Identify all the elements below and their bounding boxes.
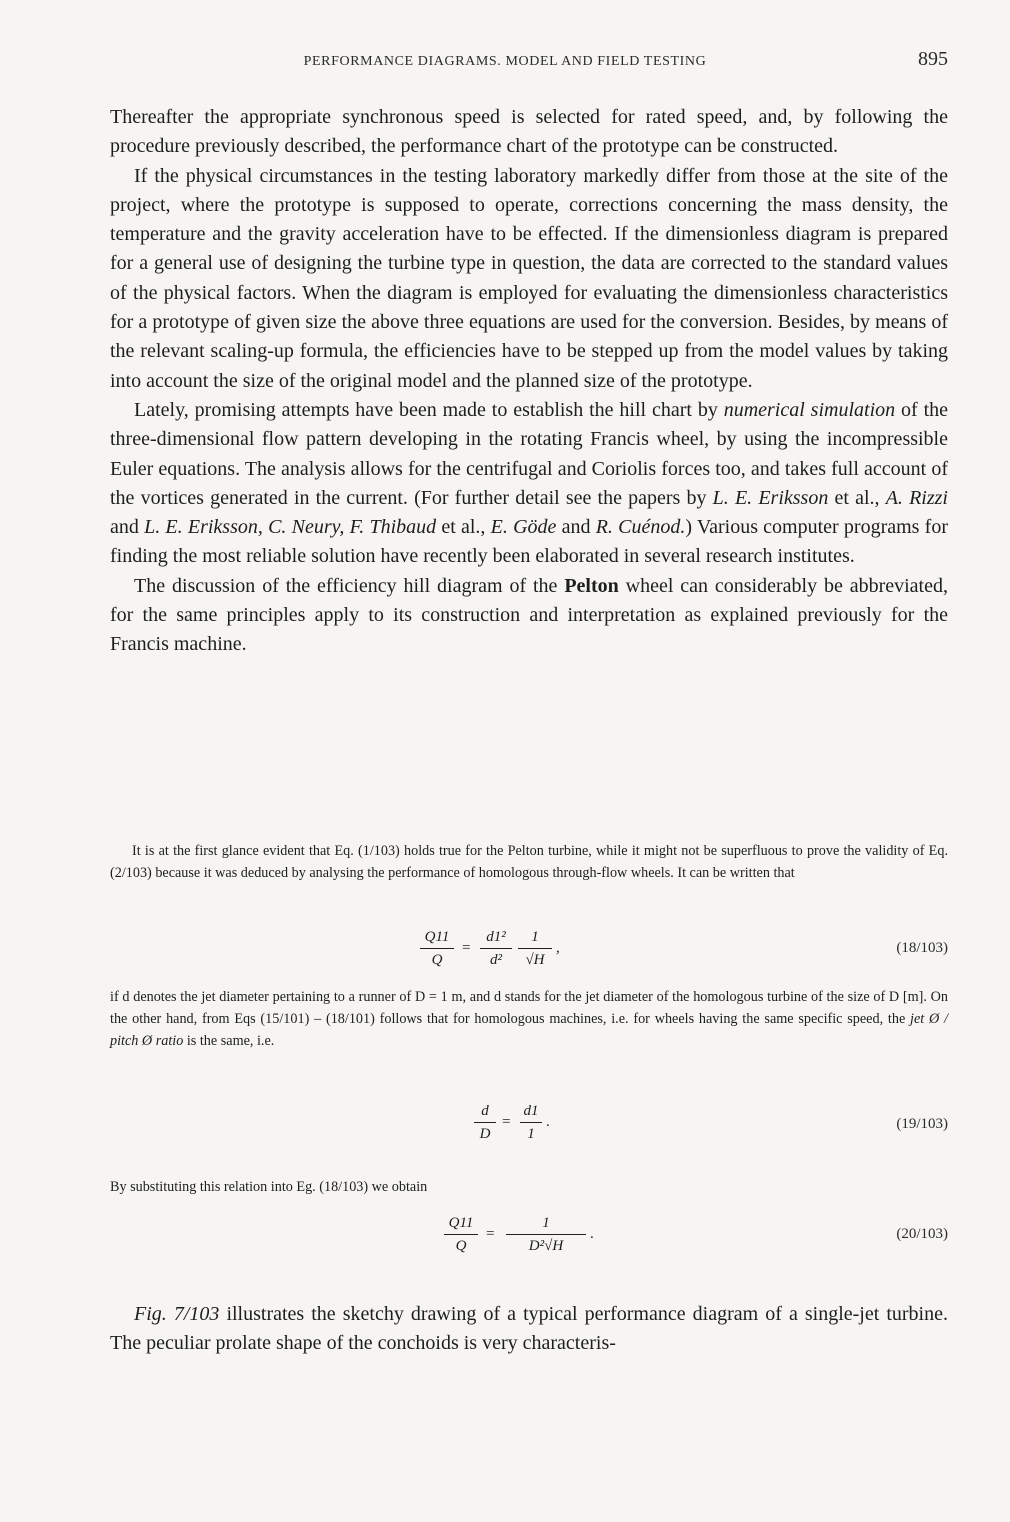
page-number: 895	[918, 48, 948, 70]
eq19-rhs	[520, 1102, 542, 1143]
p3-text-e: et al.,	[436, 516, 491, 539]
small-text-2	[110, 986, 948, 1052]
paragraph-2: If the physical circumstances in the testing laboratory markedly differ from those at the site of the project, where the prototype is supposed to operate, corrections concerning the mass density, the temperature and the gravity acceleration have to be effected. If the dimensionless diagram is prepared for a general use of designing the turbine type in question, the data are corrected to the standard values of the physical factors. When the diagram is employed for evaluating the dimensionless characteristics for a prototype of given size the above three equations are used for the conversion. Besides, by means of the relevant scaling-up formula, the efficiencies have to be stepped up from the model values by taking into account the size of the original model and the planned size of the prototype.	[110, 164, 948, 392]
small-paragraph-1: It is at the first glance evident that Eq. (1/103) holds true for the Pelton turbine, while it might not be superfluous to prove the validity of Eq. (2/103) because it was deduced by analysing the performance of homologous through-flow wheels. It can be written that	[110, 843, 948, 881]
closing-text-body: illustrates the sketchy drawing of a typical performance diagram of a single-jet turbine. The peculiar prolate shape of the conchoids is very characteris-	[110, 1303, 948, 1355]
eq20-rhs	[506, 1214, 586, 1255]
eq19-lhs-den: D	[479, 1126, 491, 1142]
p3-author-5: R. Cuénod.	[595, 516, 686, 539]
p3-author-2: A. Rizzi	[885, 486, 948, 509]
eq18-rhs2-den: √H	[525, 952, 545, 968]
eq20-label: (20/103)	[896, 1226, 948, 1242]
s2-text-c: is the same, i.e.	[183, 1033, 275, 1049]
eq19-label: (19/103)	[896, 1116, 948, 1132]
paragraph-4	[110, 572, 948, 660]
eq18-rhs2	[518, 928, 552, 969]
eq20-lhs-num: Q11	[448, 1215, 474, 1231]
p4-text-a: The discussion of the efficiency hill diagram of the	[134, 574, 565, 597]
equation-19: d D = d1 1 . (19/103)	[110, 1096, 948, 1156]
equation-18: Q11 Q = d1² d² 1 √H , (18/103)	[110, 920, 948, 980]
eq19-rhs-den: 1	[527, 1126, 535, 1142]
p3-text-g: ) Various computer programs for finding the most reliable solution have recently been elaborated in several research institutes.	[110, 516, 948, 568]
p3-text-b: of the three-dimensional flow pattern developing in the rotating Francis wheel, by using the incompressible Euler equations. The analysis allows for the centrifugal and Coriolis forces too, and takes full account of the vortices generated in the current. (For further detail see the papers by	[110, 398, 949, 509]
p3-author-1: L. E. Eriksson	[712, 486, 829, 509]
paragraph-1: Thereafter the appropriate synchronous speed is selected for rated speed, and, by following the procedure previously described, the performance chart of the prototype can be constructed.	[110, 106, 948, 158]
eq20-rhs-num: 1	[542, 1215, 550, 1231]
small-text-3	[110, 1176, 948, 1198]
p3-text-d: and	[110, 516, 145, 539]
p3-author-4: E. Göde	[490, 516, 557, 539]
eq18-label: (18/103)	[896, 940, 948, 956]
s2-text-b: denotes the jet diameter pertaining to a runner of D = 1 m, and d stands for the jet diameter of the homologous turbine of the size of D [m]. On the other hand, from Eqs (15/101) – (18/101) follows that for homologous machines, i.e. for wheels having the same specific speed, the	[110, 989, 949, 1027]
p3-author-3: L. E. Eriksson, C. Neury, F. Thibaud	[144, 516, 437, 539]
p3-text-f: and	[556, 516, 596, 539]
eq18-rhs1	[480, 928, 512, 969]
eq20-rhs-den: D²√H	[528, 1238, 564, 1254]
p3-text-a: Lately, promising attempts have been made to establish the hill chart by	[134, 398, 724, 421]
figure-reference: Fig. 7/103	[134, 1303, 220, 1325]
eq18-rhs1-den: d²	[490, 952, 502, 968]
eq18-lhs-den: Q	[431, 952, 443, 968]
eq20-lhs-den: Q	[455, 1238, 467, 1254]
paragraph-3	[110, 396, 948, 572]
main-text	[110, 103, 948, 660]
running-title: PERFORMANCE DIAGRAMS. MODEL AND FIELD TESTING	[303, 54, 707, 69]
small-text-1	[110, 840, 948, 884]
small-paragraph-2	[110, 986, 948, 1052]
eq19-lhs-num: d	[481, 1103, 489, 1119]
small-paragraph-3: By substituting this relation into Eg. (18/103) we obtain	[110, 1179, 428, 1195]
equation-20: Q11 Q = 1 D²√H . (20/103)	[110, 1206, 948, 1266]
eq18-rhs1-num: d1²	[486, 929, 506, 945]
closing-paragraph	[110, 1300, 948, 1359]
eq20-lhs	[444, 1214, 478, 1255]
eq19-rhs-num: d1	[523, 1103, 539, 1119]
s2-emphasis-ratio: jet Ø / pitch Ø ratio	[110, 1011, 948, 1049]
p4-text-b: wheel can considerably be abbreviated, for the same principles apply to its construction and interpretation as explained previously for the Francis machine.	[110, 574, 948, 656]
eq18-lhs-num: Q11	[424, 929, 450, 945]
eq19-lhs	[474, 1102, 496, 1143]
s2-text-a: if d	[110, 989, 130, 1005]
p4-bold-pelton: Pelton	[564, 574, 619, 597]
eq18-lhs	[420, 928, 454, 969]
closing-text	[110, 1300, 948, 1359]
p3-text-c: et al.,	[828, 486, 886, 509]
eq18-rhs2-num: 1	[531, 929, 539, 945]
p3-emphasis-numerical-simulation: numerical simulation	[723, 398, 896, 421]
page-header	[110, 48, 948, 78]
